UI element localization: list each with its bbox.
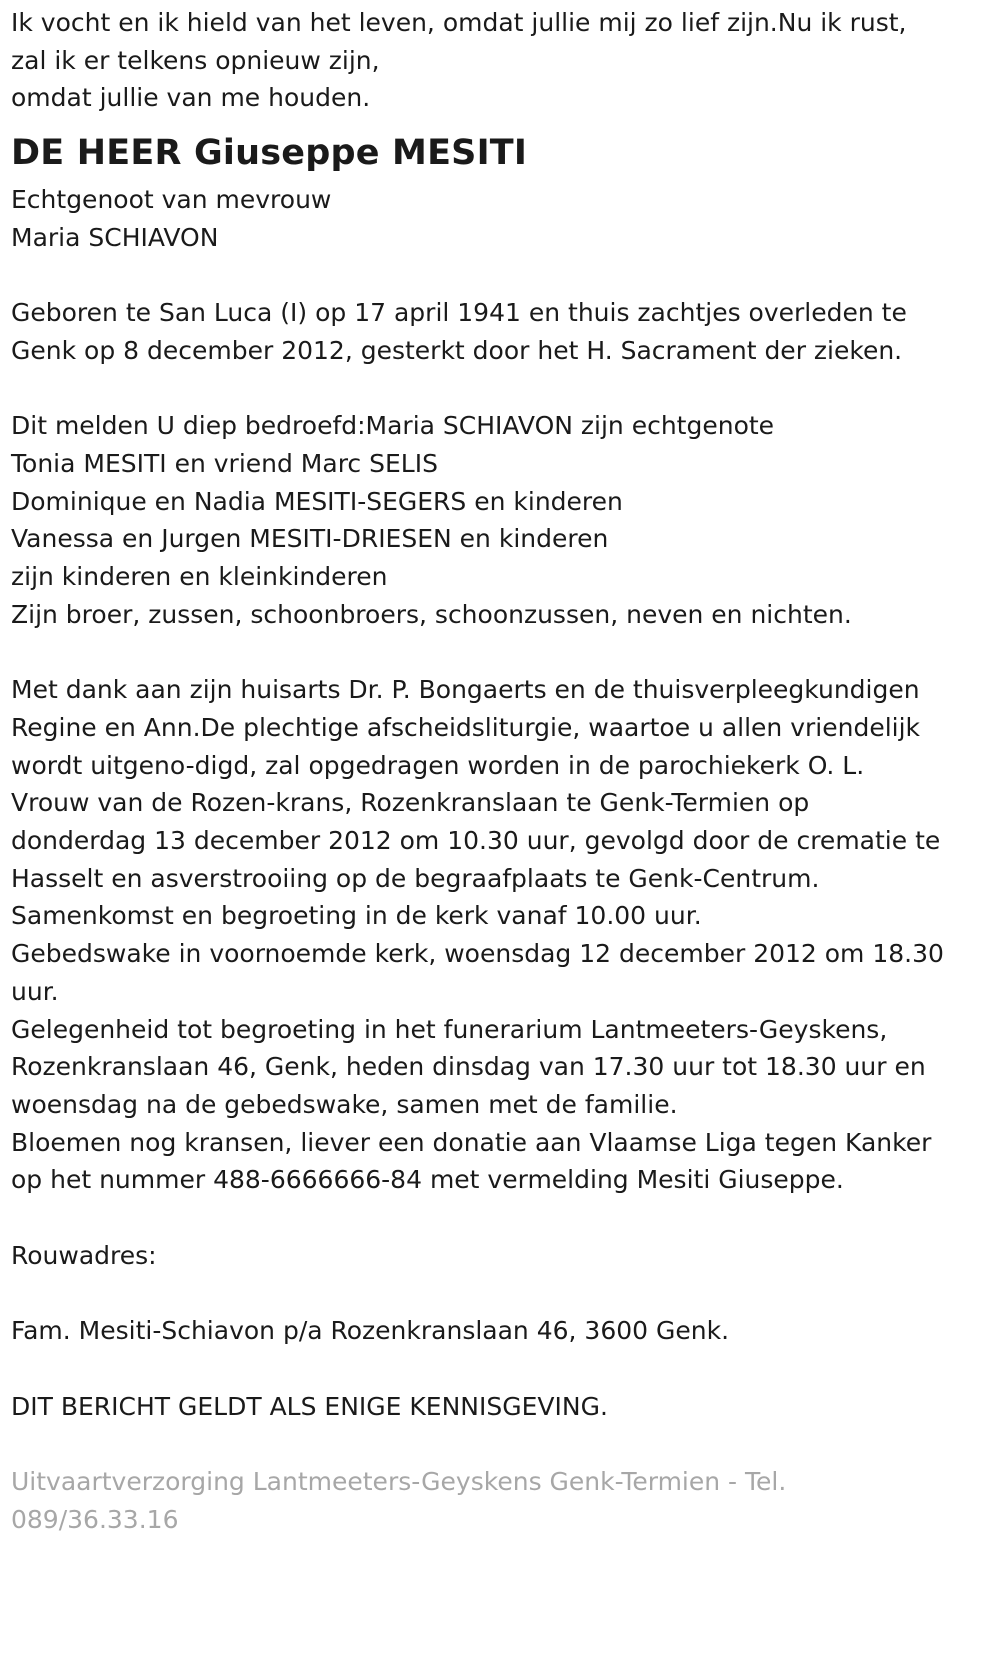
- spacer: [11, 1199, 996, 1237]
- footer-line: Uitvaartverzorging Lantmeeters-Geyskens Genk-Termien - Tel.: [11, 1466, 787, 1496]
- details-line: woensdag na de gebedswake, samen met de familie.: [11, 1089, 678, 1119]
- details-line: Gelegenheid tot begroeting in het funerarium Lantmeeters-Geyskens,: [11, 1014, 888, 1044]
- details-line: uur.: [11, 976, 59, 1006]
- details-line: Vrouw van de Rozen-krans, Rozenkranslaan te Genk-Termien op: [11, 788, 810, 818]
- spacer: [11, 257, 996, 295]
- details-line: Hasselt en asverstrooiing op de begraafplaats te Genk-Centrum.: [11, 863, 820, 893]
- address-label: Rouwadres:: [11, 1240, 157, 1270]
- spacer: [11, 1274, 996, 1312]
- details-line: donderdag 13 december 2012 om 10.30 uur, gevolgd door de crematie te: [11, 826, 941, 856]
- family-line: Dominique en Nadia MESITI-SEGERS en kinderen: [11, 486, 623, 516]
- details-line: Regine en Ann.De plechtige afscheidsliturgie, waartoe u allen vriendelijk: [11, 712, 921, 742]
- spacer: [11, 370, 996, 408]
- spouse-line: Maria SCHIAVON: [11, 222, 219, 252]
- spacer: [11, 634, 996, 672]
- details-line: Rozenkranslaan 46, Genk, heden dinsdag van 17.30 uur tot 18.30 uur en: [11, 1052, 926, 1082]
- address-value: Fam. Mesiti-Schiavon p/a Rozenkranslaan 46, 3600 Genk.: [11, 1316, 730, 1346]
- spouse-line: Echtgenoot van mevrouw: [11, 185, 332, 215]
- spouse-info: [11, 181, 996, 256]
- deceased-name: DE HEER Giuseppe MESITI: [11, 133, 528, 174]
- family-line: Dit melden U diep bedroefd:Maria SCHIAVON zijn echtgenote: [11, 411, 775, 441]
- family-line: zijn kinderen en kleinkinderen: [11, 562, 388, 592]
- funeral-home-footer: [11, 1463, 996, 1538]
- birth-death-line: Genk op 8 december 2012, gesterkt door het H. Sacrament der zieken.: [11, 335, 903, 365]
- intro-line: omdat jullie van me houden.: [11, 83, 371, 113]
- details-line: wordt uitgeno-digd, zal opgedragen worden in de parochiekerk O. L.: [11, 750, 865, 780]
- family-line: Zijn broer, zussen, schoonbroers, schoonzussen, neven en nichten.: [11, 599, 852, 629]
- details-line: Samenkomst en begroeting in de kerk vanaf 10.00 uur.: [11, 901, 702, 931]
- details-line: Met dank aan zijn huisarts Dr. P. Bongaerts en de thuisverpleegkundigen: [11, 675, 920, 705]
- ceremony-details: [11, 671, 996, 1199]
- obituary-notice: [11, 4, 996, 1538]
- details-line: Gebedswake in voornoemde kerk, woensdag 12 december 2012 om 18.30: [11, 939, 944, 969]
- intro-poem: [11, 4, 996, 117]
- birth-death-info: [11, 294, 996, 369]
- footer-line: 089/36.33.16: [11, 1504, 179, 1534]
- family-line: Vanessa en Jurgen MESITI-DRIESEN en kinderen: [11, 524, 609, 554]
- notice-text: DIT BERICHT GELDT ALS ENIGE KENNISGEVING.: [11, 1391, 608, 1421]
- details-line: op het nummer 488-6666666-84 met vermelding Mesiti Giuseppe.: [11, 1165, 844, 1195]
- intro-line: zal ik er telkens opnieuw zijn,: [11, 45, 380, 75]
- details-line: Bloemen nog kransen, liever een donatie aan Vlaamse Liga tegen Kanker: [11, 1127, 932, 1157]
- birth-death-line: Geboren te San Luca (I) op 17 april 1941 en thuis zachtjes overleden te: [11, 298, 907, 328]
- spacer: [11, 1425, 996, 1463]
- family-line: Tonia MESITI en vriend Marc SELIS: [11, 449, 438, 478]
- intro-line: Ik vocht en ik hield van het leven, omdat jullie mij zo lief zijn.Nu ik rust,: [11, 8, 907, 37]
- family-list: [11, 407, 996, 633]
- spacer: [11, 1350, 996, 1388]
